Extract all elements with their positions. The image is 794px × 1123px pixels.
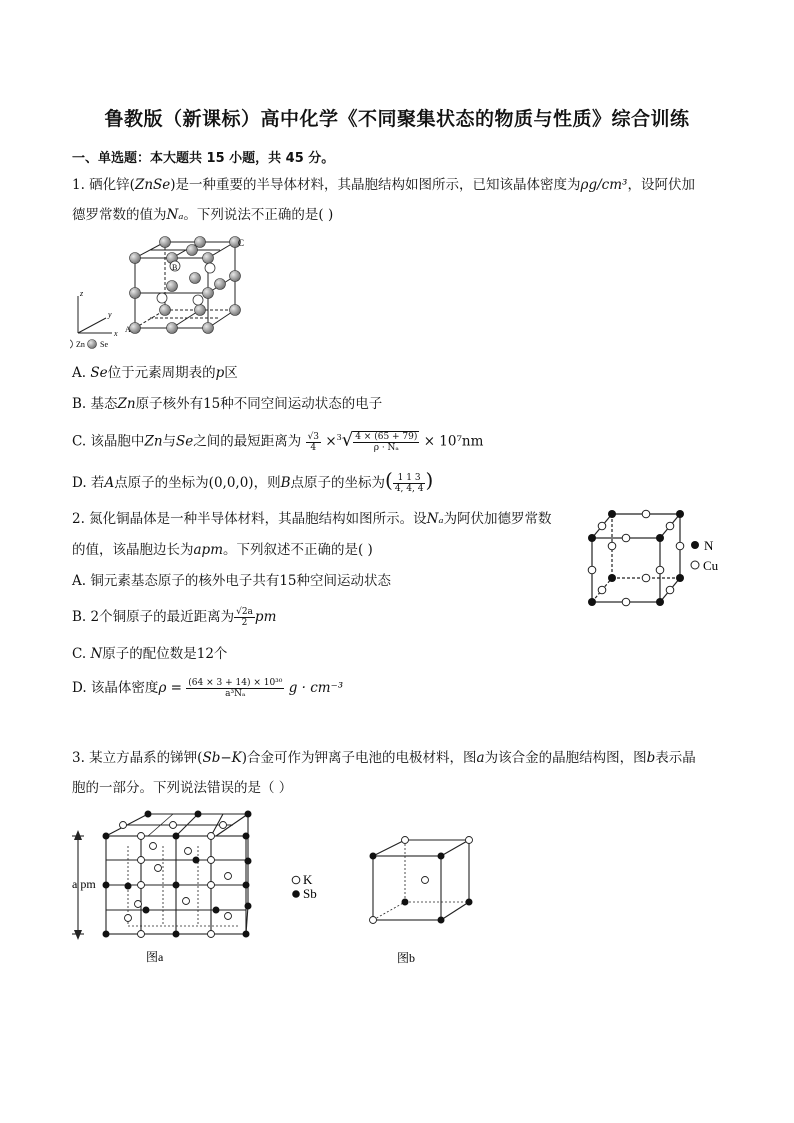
- section-heading: 一、单选题：本大题共 15 小题，共 45 分。: [72, 151, 335, 166]
- svg-text:A: A: [125, 325, 131, 334]
- q2-option-d[interactable]: D. 该晶体密度ρ = $\frac{\text{(64 × 3 + 14) × 10³⁰}}{\text{a³Nₐ}}$ g · cm⁻³: [72, 678, 344, 699]
- q2-option-a[interactable]: A. 铜元素基态原子的核外电子共有15种空间运动状态: [72, 573, 392, 589]
- q1-stem-line2: 德罗常数的值为Nₐ。下列说法不正确的是( ): [72, 207, 334, 223]
- svg-text:Cu: Cu: [703, 558, 719, 573]
- q2-stem-line2: 的值，该晶胞边长为apm。下列叙述不正确的是( ): [72, 542, 373, 558]
- svg-text:B: B: [172, 263, 178, 272]
- q1-znse-unit-cell-figure: [70, 228, 250, 353]
- svg-text:Zn: Zn: [76, 340, 85, 349]
- q1-option-d[interactable]: D. 若A点原子的坐标为(0,0,0)，则B点原子的坐标为( $\frac{1 1 3}{4, 4, 4}$ ): [72, 468, 434, 494]
- svg-text:z: z: [80, 289, 84, 298]
- q3-figure-a-sbk-unit-cell: [68, 806, 268, 971]
- q3-legend: [288, 868, 338, 904]
- svg-text:N: N: [704, 538, 714, 553]
- svg-text:K: K: [303, 872, 313, 887]
- q3-stem-line1: 3. 某立方晶系的锑钾(Sb−K)合金可作为钾离子电池的电极材料，图a为该合金的晶胞结构图，图b表示晶: [72, 750, 696, 766]
- q2-stem-line1: 2. 氮化铜晶体是一种半导体材料，其晶胞结构如图所示。设Nₐ为阿伏加德罗常数: [72, 511, 552, 527]
- q2-option-c[interactable]: C. N原子的配位数是12个: [72, 646, 228, 662]
- q1-option-a[interactable]: A. Se位于元素周期表的p区: [72, 365, 238, 381]
- svg-text:a pm: a pm: [72, 877, 96, 891]
- svg-text:图b: 图b: [397, 951, 416, 965]
- svg-text:y: y: [108, 310, 112, 319]
- q3-figure-b-partial-cell: [365, 830, 485, 970]
- svg-text:Se: Se: [100, 340, 108, 349]
- q2-option-b[interactable]: B. 2个铜原子的最近距离为 $\frac{√2a}{2}$ pm: [72, 607, 277, 628]
- svg-text:图a: 图a: [146, 950, 164, 964]
- svg-text:x: x: [114, 329, 118, 338]
- q1-option-b[interactable]: B. 基态Zn原子核外有15种不同空间运动状态的电子: [72, 396, 383, 412]
- q1-option-c[interactable]: C. 该晶胞中Zn与Se之间的最短距离为 $\frac{√3}{4}$ ×$^3$√ $\frac{4 \times (65 + 79)}{\text{ρ · Nₐ}}$ × 10⁷nm: [72, 429, 484, 453]
- q1-stem-line1: 1. 硒化锌(ZnSe)是一种重要的半导体材料，其晶胞结构如图所示，已知该晶体密度为ρg/cm³，设阿伏加: [72, 177, 695, 193]
- page-title: 鲁教版（新课标）高中化学《不同聚集状态的物质与性质》综合训练: [104, 108, 690, 130]
- svg-text:C: C: [238, 238, 245, 248]
- q2-cu3n-unit-cell-figure: [582, 508, 732, 612]
- q3-stem-line2: 胞的一部分。下列说法错误的是（ ）: [72, 780, 293, 796]
- svg-text:Sb: Sb: [303, 886, 317, 901]
